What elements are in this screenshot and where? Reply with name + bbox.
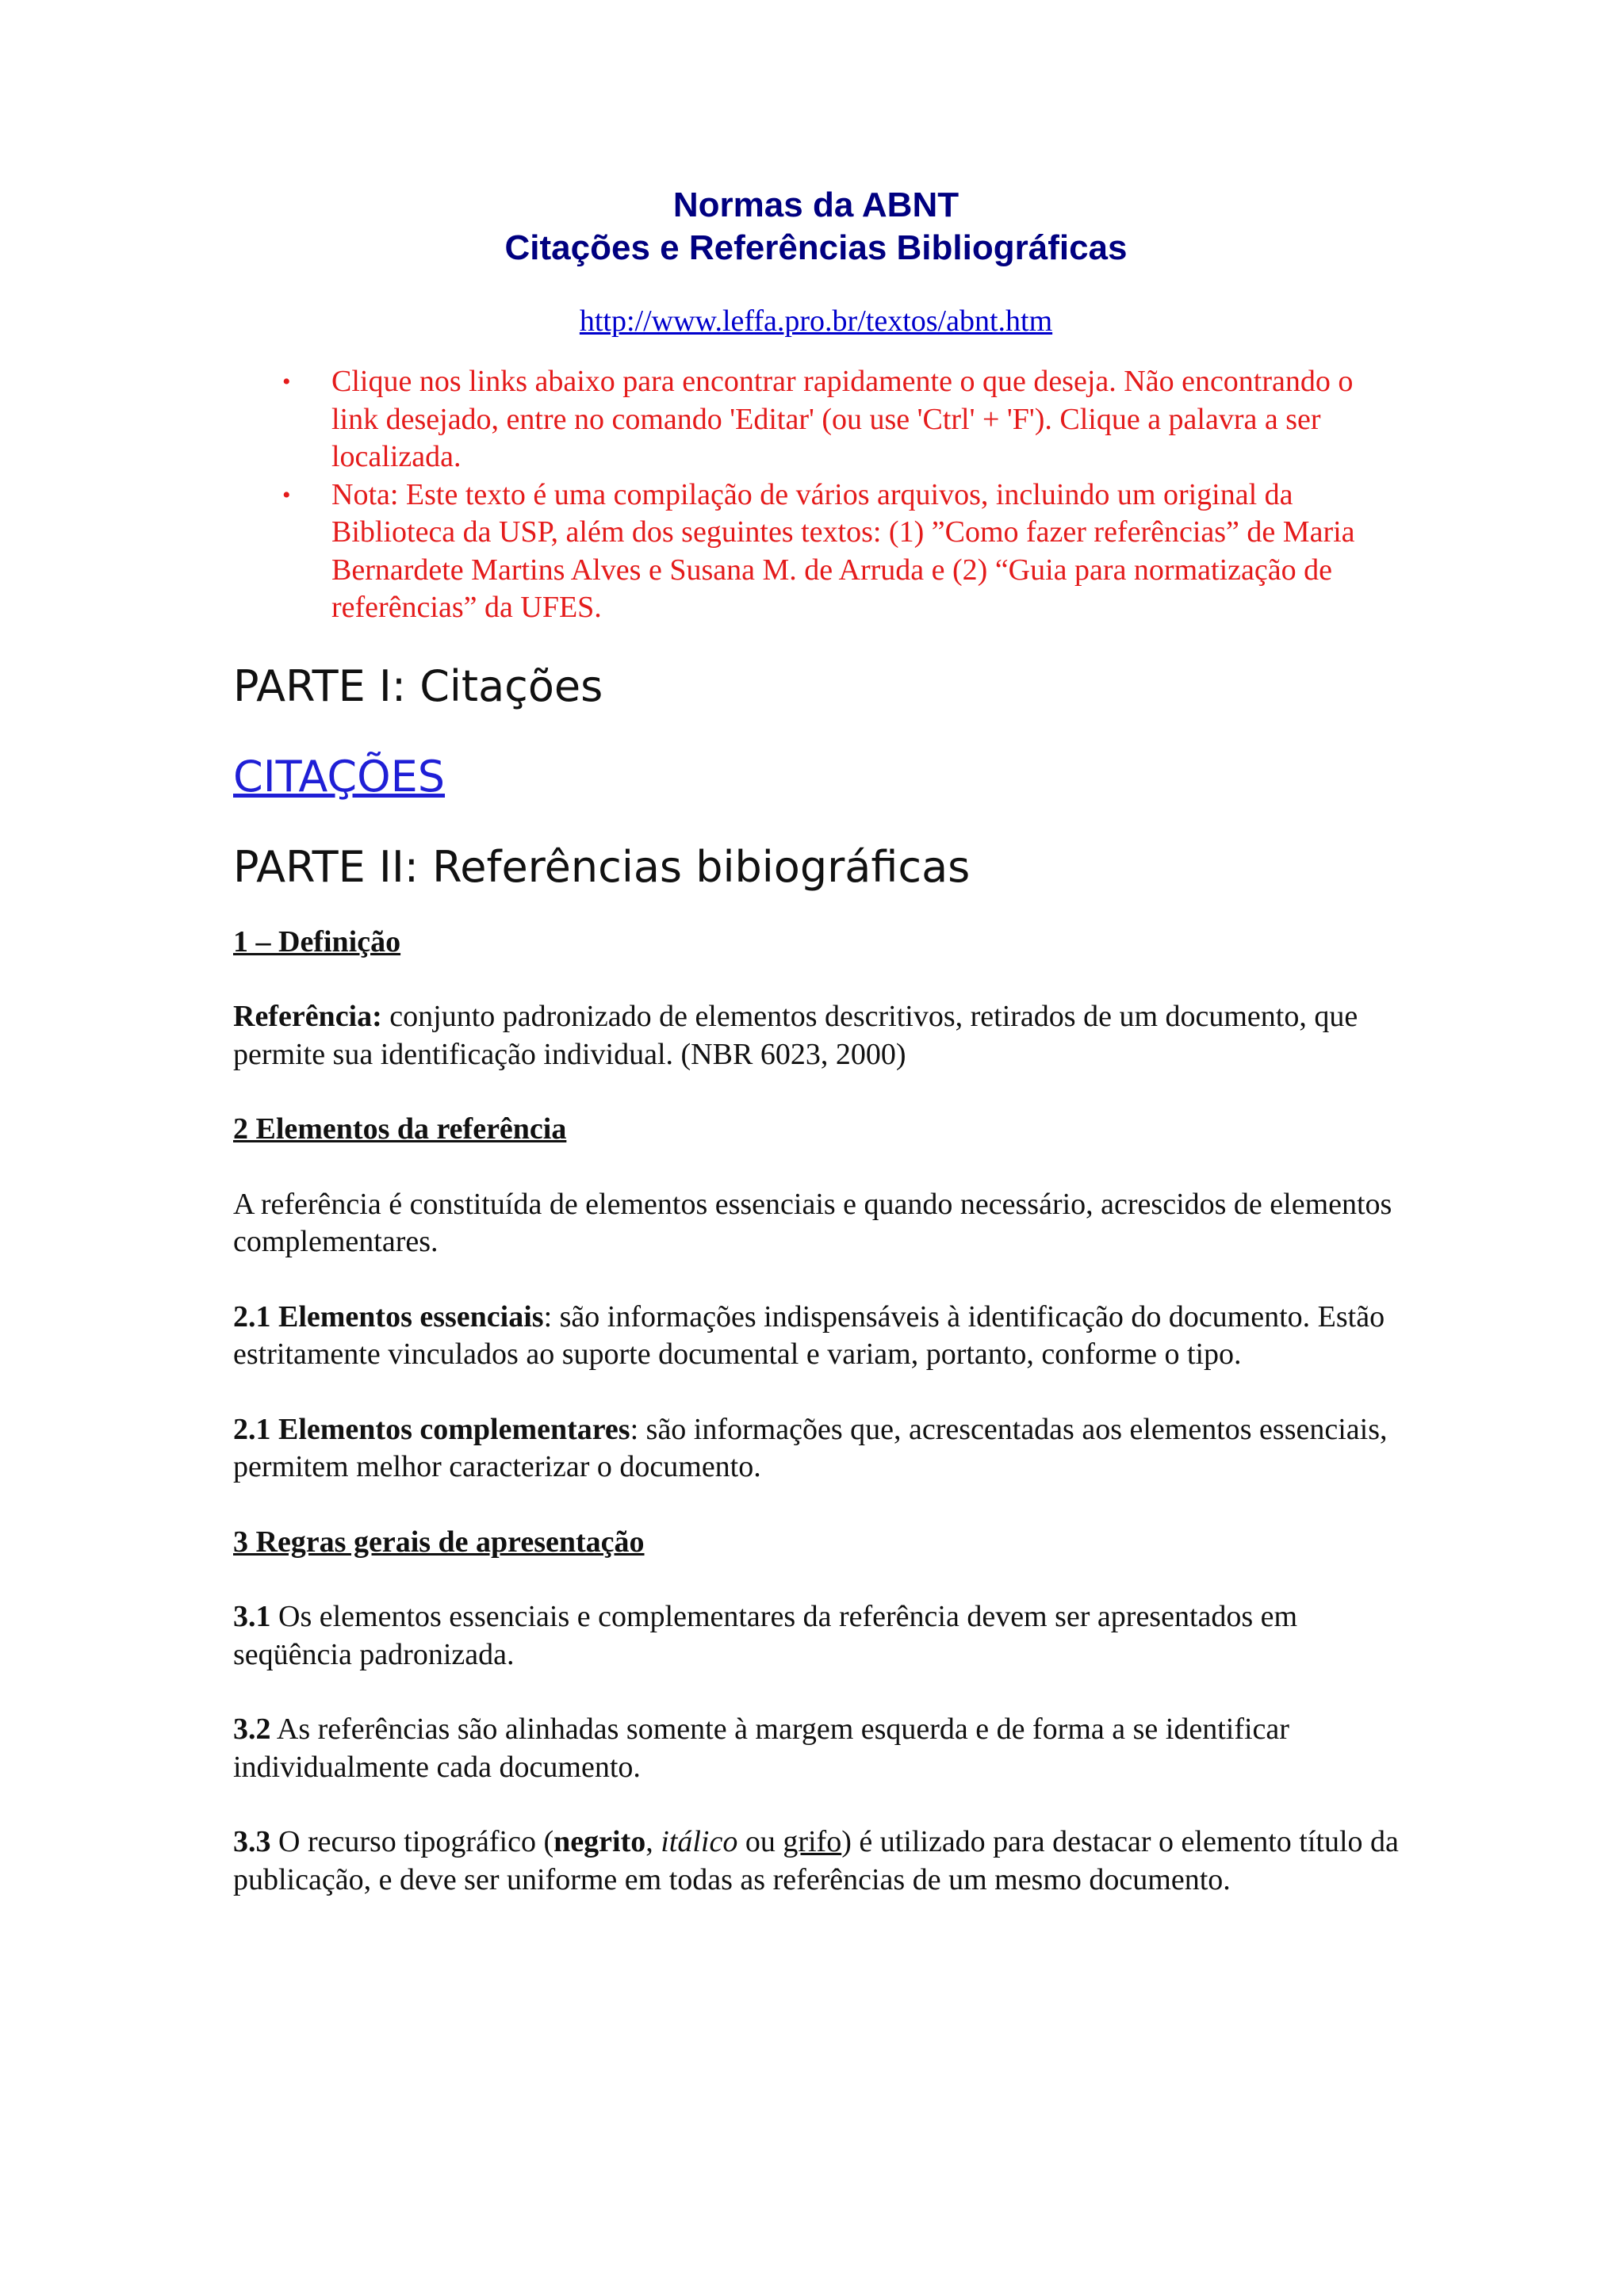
document-content: [233, 184, 1399, 1899]
rule-3-1: [233, 1598, 1399, 1674]
notes-list: [233, 363, 1399, 627]
essenciais-term: 2.1 Elementos essenciais: [233, 1299, 544, 1334]
section-2-intro: A referência é constituída de elementos essenciais e quando necessário, acrescidos de elementos complementares.: [233, 1187, 1392, 1258]
rule-number: 3.2: [233, 1712, 271, 1746]
section-2-heading: 2 Elementos da referência: [233, 1112, 567, 1146]
rule-text: ) é utilizado para destacar o elemento título da publicação, e deve ser uniforme em todas as referências de um mesmo documento.: [233, 1825, 1399, 1896]
section-1-heading: 1 – Definição: [233, 924, 401, 959]
note-text: Nota: Este texto é uma compilação de vários arquivos, incluindo um original da Biblioteca da USP, além dos seguintes textos: (1) ”Como fazer referências” de Maria Bernardete Martins Alves e Susana M. de Arruda e (2) “Guia para normatização de referências” da UFES.: [331, 477, 1355, 624]
definition-text: conjunto padronizado de elementos descritivos, retirados de um documento, que permite sua identificação individual. (NBR 6023, 2000): [233, 1000, 1358, 1071]
rule-number: 3.3: [233, 1825, 271, 1858]
rule-text: Os elementos essenciais e complementares da referência devem ser apresentados em seqüência padronizada.: [233, 1600, 1298, 1671]
section-2-essenciais: [233, 1299, 1399, 1374]
note-item: [233, 363, 1399, 476]
bullet-icon: •: [282, 481, 291, 508]
document-title: [233, 184, 1399, 270]
rule-text: ,: [645, 1825, 661, 1858]
section-1-definition: [233, 998, 1399, 1073]
definition-term: Referência:: [233, 1000, 382, 1033]
section-2-complementares: [233, 1411, 1399, 1487]
source-url-row: [233, 303, 1399, 339]
example-bold: negrito: [553, 1825, 646, 1858]
complementares-text: : são informações que, acrescentadas aos elementos essenciais, permitem melhor caracterizar o documento.: [233, 1412, 1388, 1483]
rule-text: O recurso tipográfico (: [270, 1825, 554, 1858]
rule-number: 3.1: [233, 1600, 271, 1633]
essenciais-text: : são informações indispensáveis à identificação do documento. Estão estritamente vinculados ao suporte documental e variam, portanto, conforme o tipo.: [233, 1299, 1385, 1371]
complementares-term: 2.1 Elementos complementares: [233, 1412, 630, 1446]
rule-3-3: [233, 1823, 1399, 1899]
rule-3-2: [233, 1711, 1399, 1786]
source-url-link[interactable]: http://www.leffa.pro.br/textos/abnt.htm: [579, 304, 1053, 338]
bullet-icon: •: [282, 369, 291, 395]
example-italic: itálico: [661, 1825, 738, 1858]
title-line-2: Citações e Referências Bibliográficas: [504, 228, 1128, 267]
section-3-heading: 3 Regras gerais de apresentação: [233, 1525, 645, 1559]
citacoes-link[interactable]: CITAÇÕES: [233, 751, 446, 802]
part-2-heading: PARTE II: Referências bibiográficas: [233, 841, 971, 892]
note-item: [233, 476, 1399, 627]
rule-text: ou: [737, 1825, 783, 1858]
note-text: Clique nos links abaixo para encontrar rapidamente o que deseja. Não encontrando o link desejado, entre no comando 'Editar' (ou use 'Ctrl' + 'F'). Clique a palavra a ser localizada.: [331, 365, 1354, 473]
example-underline: grifo: [783, 1825, 842, 1858]
part-1-heading: PARTE I: Citações: [233, 660, 603, 711]
title-line-1: Normas da ABNT: [672, 186, 959, 224]
rule-text: As referências são alinhadas somente à margem esquerda e de forma a se identificar individualmente cada documento.: [233, 1712, 1289, 1784]
